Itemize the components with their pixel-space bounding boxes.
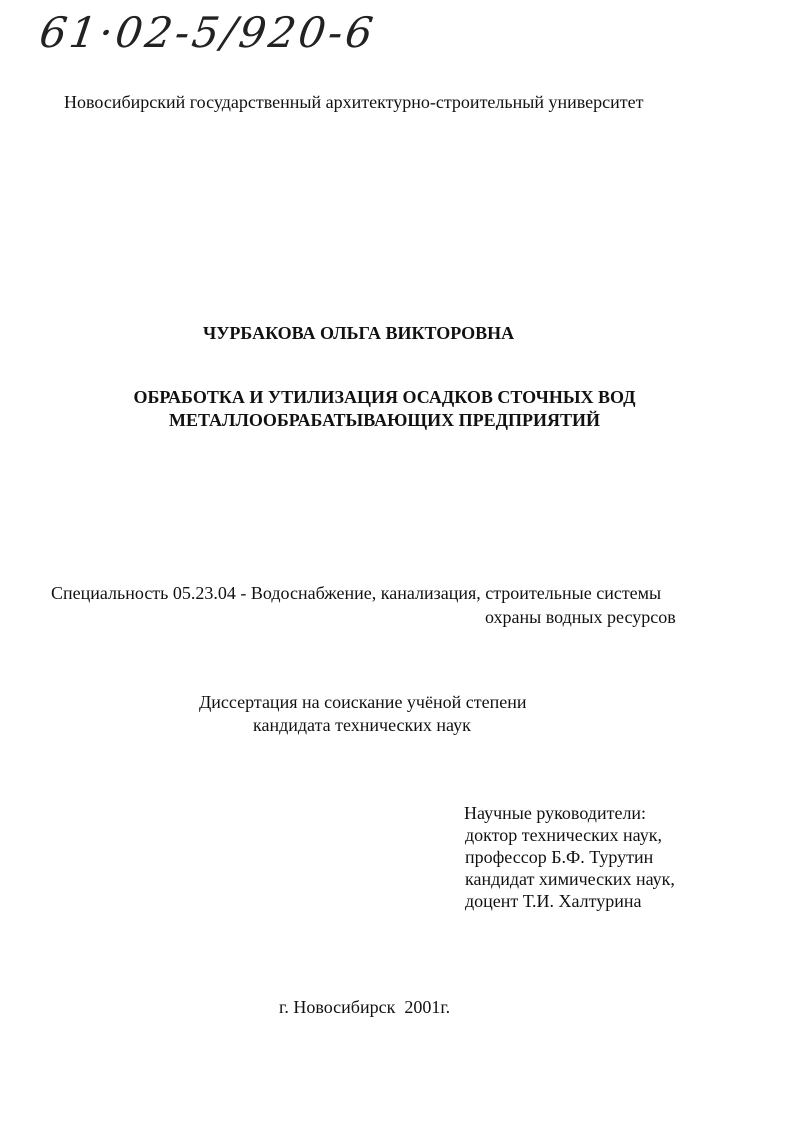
university-name: Новосибирский государственный архитектурно-строительный университет — [64, 92, 644, 112]
specialty-line-1: Специальность 05.23.04 - Водоснабжение, канализация, строительные системы — [51, 583, 662, 603]
city-year: г. Новосибирск 2001г. — [279, 997, 451, 1017]
advisor-line: доктор технических наук, — [465, 825, 662, 845]
author-name: ЧУРБАКОВА ОЛЬГА ВИКТОРОВНА — [203, 323, 515, 343]
dissertation-line-2: кандидата технических наук — [253, 715, 471, 735]
advisor-line: кандидат химических наук, — [465, 869, 675, 889]
advisor-line: профессор Б.Ф. Турутин — [465, 847, 654, 867]
advisor-line: доцент Т.И. Халтурина — [465, 891, 642, 911]
specialty-line-2: охраны водных ресурсов — [485, 607, 676, 627]
advisors-heading: Научные руководители: — [464, 803, 647, 823]
title-line-2: МЕТАЛЛООБРАБАТЫВАЮЩИХ ПРЕДПРИЯТИЙ — [168, 410, 601, 430]
title-line-1: ОБРАБОТКА И УТИЛИЗАЦИЯ ОСАДКОВ СТОЧНЫХ ВОД — [133, 387, 636, 407]
handwritten-archive-number: 61·02-5/920-6 — [36, 8, 379, 57]
dissertation-line-1: Диссертация на соискание учёной степени — [199, 692, 527, 712]
